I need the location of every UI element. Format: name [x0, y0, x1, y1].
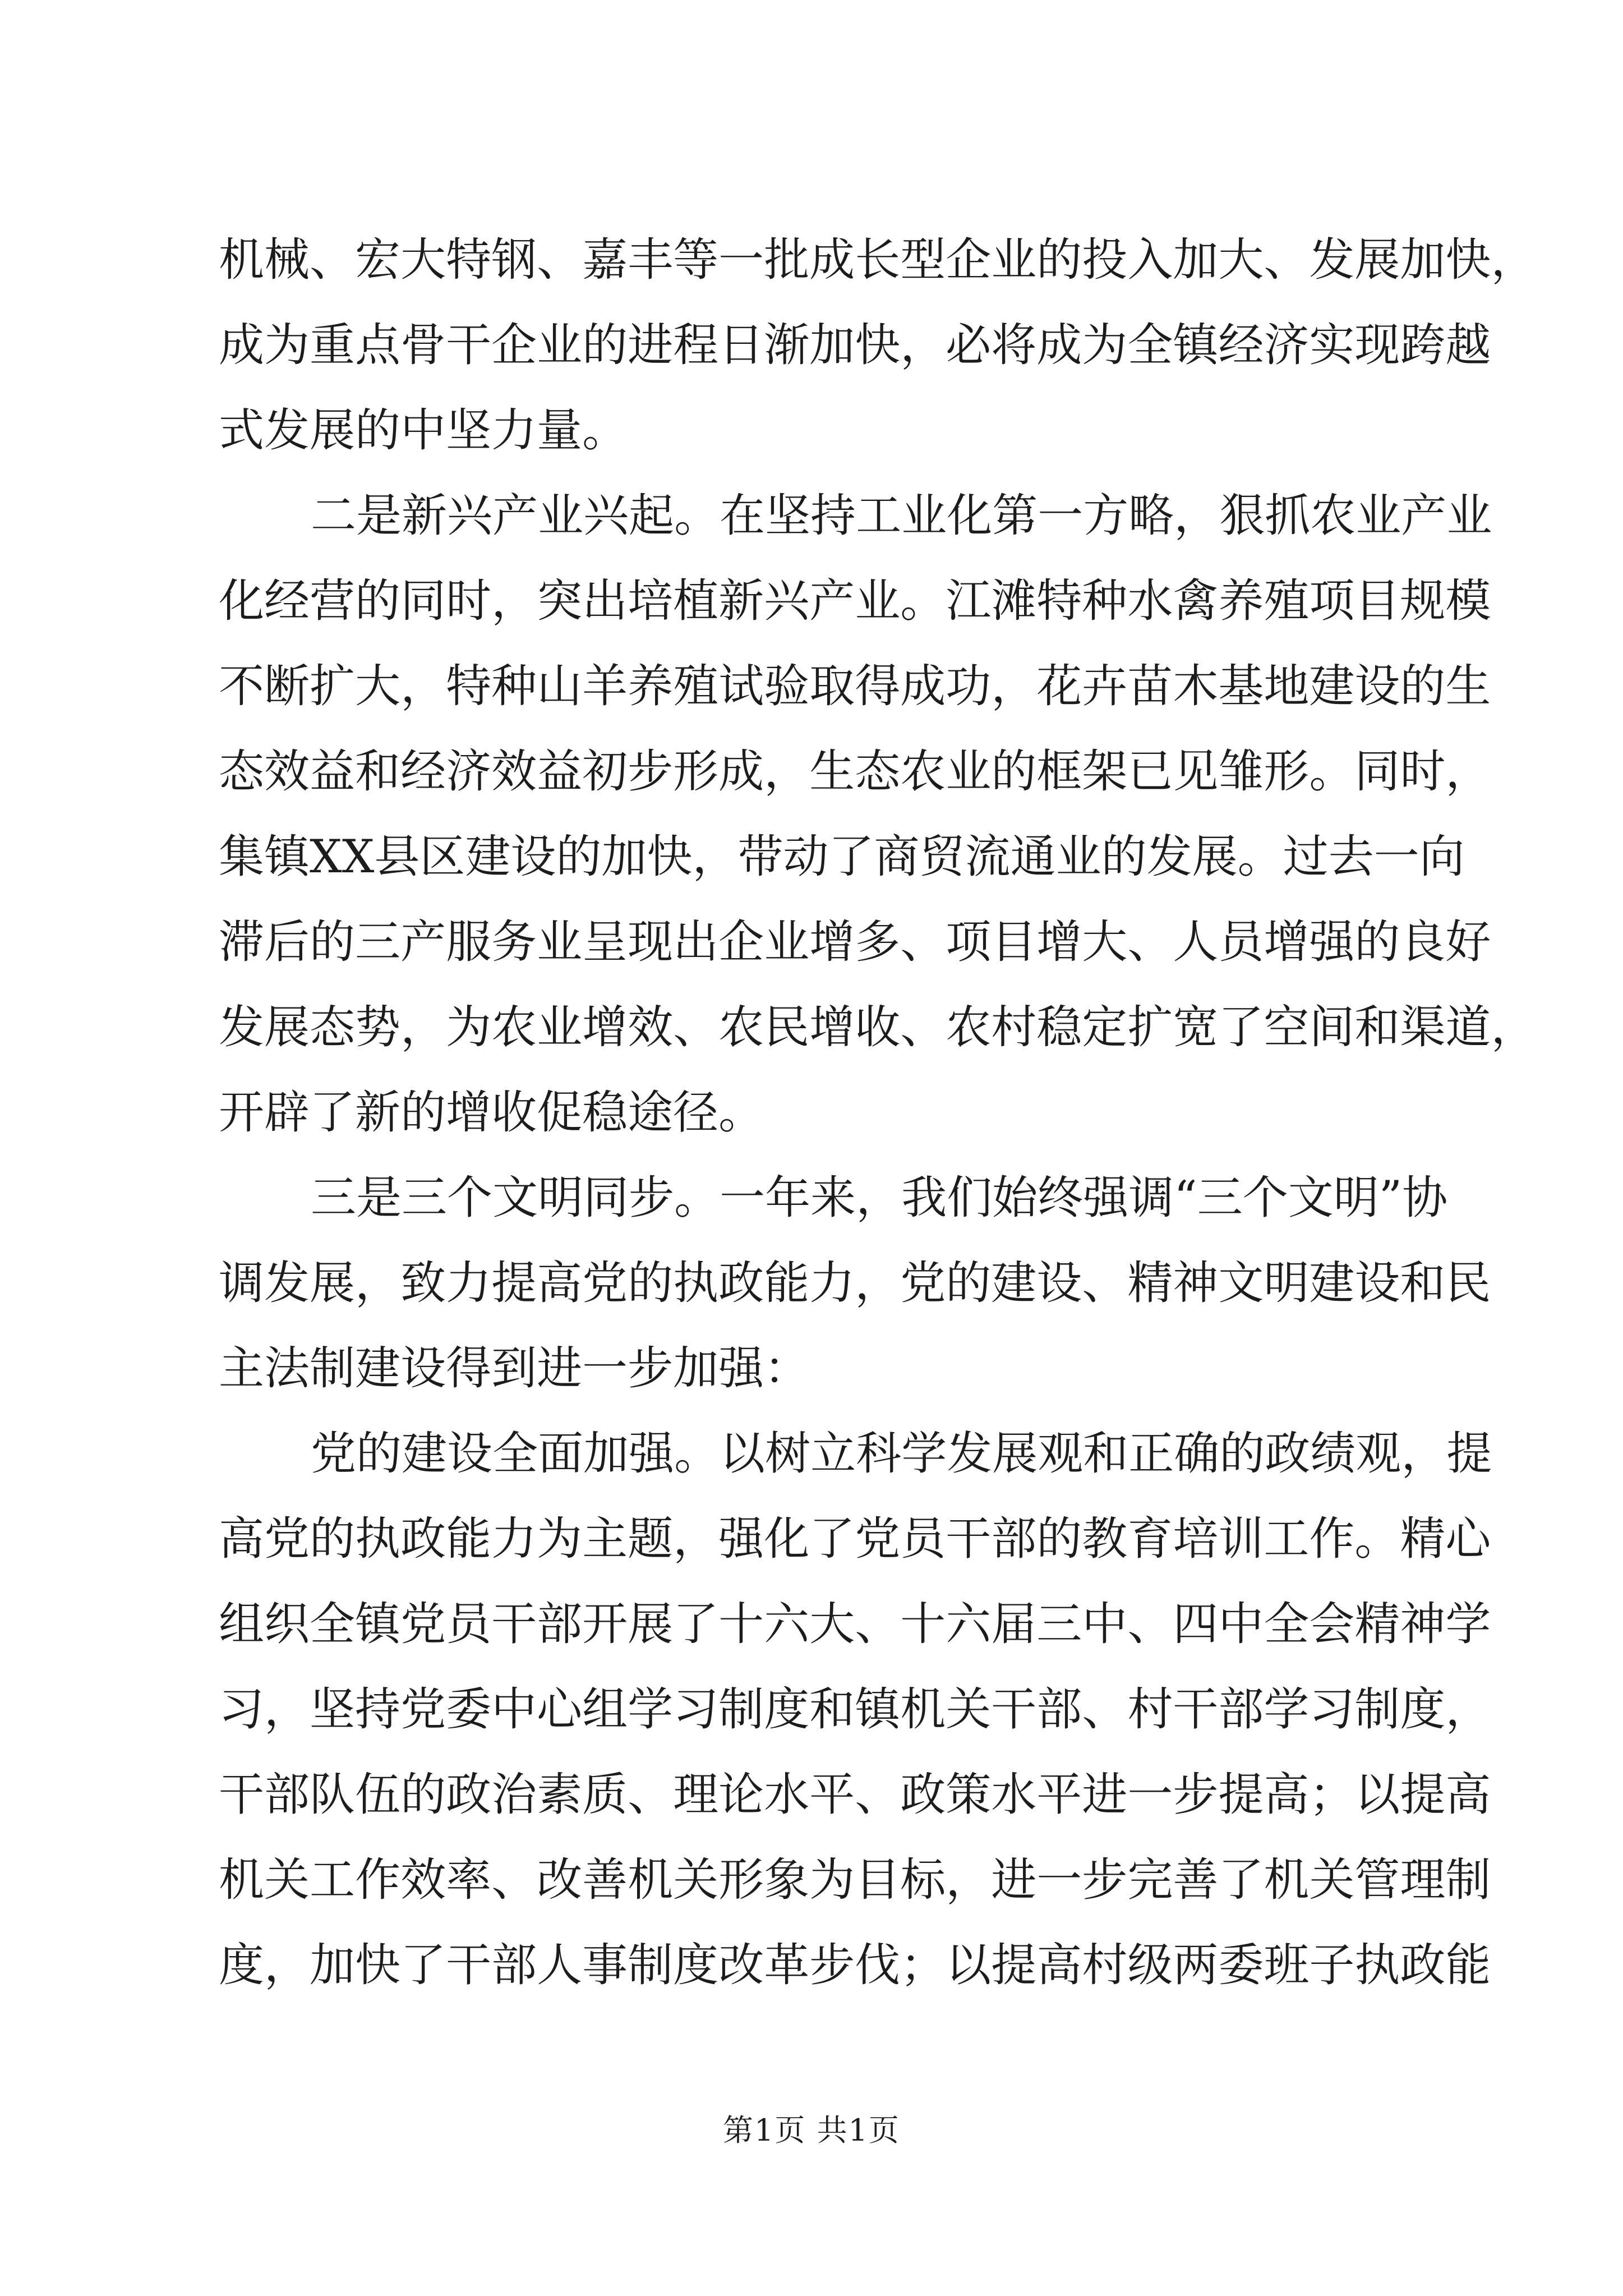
text-line: 成 为 重 点 骨 干 企 业 的 进 程 日 渐 加 快 ， 必 将 成 为 全 镇 经 济 实 现 跨 越: [219, 319, 1491, 372]
text-line: 式 发 展 的 中 坚 力 量 。: [219, 404, 628, 457]
text-line: 集 镇 X X 县 区 建 设 的 加 快 ， 带 动 了 商 贸 流 通 业 的 发 展 。 过 去 一 向: [219, 831, 1465, 884]
text-line: 发 展 态 势 ， 为 农 业 增 效 、 农 民 增 收 、 农 村 稳 定 扩 宽 了 空 间 和 渠 道 ，: [219, 1001, 1537, 1054]
text-line: 干 部 队 伍 的 政 治 素 质 、 理 论 水 平 、 政 策 水 平 进 一 步 提 高 ； 以 提 高: [219, 1769, 1491, 1821]
page-footer: 第1页 共1页: [723, 2113, 900, 2148]
text-line: 机 关 工 作 效 率 、 改 善 机 关 形 象 为 目 标 ， 进 一 步 完 善 了 机 关 管 理 制: [219, 1854, 1491, 1907]
text-line: 滞 后 的 三 产 服 务 业 呈 现 出 企 业 增 多 、 项 目 增 大 、 人 员 增 强 的 良 好: [219, 916, 1491, 969]
text-line: 二 是 新 兴 产 业 兴 起 。 在 坚 持 工 业 化 第 一 方 略 ， 狠 抓 农 业 产 业: [311, 490, 1492, 542]
text-line: 调 发 展 ， 致 力 提 高 党 的 执 政 能 力 ， 党 的 建 设 、 精 神 文 明 建 设 和 民: [219, 1257, 1491, 1310]
text-line: 度 ， 加 快 了 干 部 人 事 制 度 改 革 步 伐 ； 以 提 高 村 级 两 委 班 子 执 政 能: [219, 1939, 1491, 1992]
text-line: 高 党 的 执 政 能 力 为 主 题 ， 强 化 了 党 员 干 部 的 教 育 培 训 工 作 。 精 心: [219, 1513, 1491, 1566]
text-line: 组 织 全 镇 党 员 干 部 开 展 了 十 六 大 、 十 六 届 三 中 、 四 中 全 会 精 神 学: [219, 1598, 1491, 1651]
text-line: 态 效 益 和 经 济 效 益 初 步 形 成 ， 生 态 农 业 的 框 架 已 见 雏 形 。 同 时 ，: [219, 746, 1491, 798]
document-body: [219, 218, 1537, 2008]
text-line: 三 是 三 个 文 明 同 步 。 一 年 来 ， 我 们 始 终 强 调 “ 三 个 文 明 ” 协: [311, 1172, 1448, 1225]
text-line: 主 法 制 建 设 得 到 进 一 步 加 强 ：: [219, 1342, 810, 1395]
text-line: 化 经 营 的 同 时 ， 突 出 培 植 新 兴 产 业 。 江 滩 特 种 水 禽 养 殖 项 目 规 模: [219, 575, 1491, 628]
text-line: 习 ， 坚 持 党 委 中 心 组 学 习 制 度 和 镇 机 关 干 部 、 村 干 部 学 习 制 度 ，: [219, 1683, 1491, 1736]
text-line: 党 的 建 设 全 面 加 强 。 以 树 立 科 学 发 展 观 和 正 确 的 政 绩 观 ， 提: [311, 1428, 1492, 1480]
text-line: 开 辟 了 新 的 增 收 促 稳 途 径 。: [219, 1087, 764, 1139]
text-line: 机 械 、 宏 大 特 钢 、 嘉 丰 等 一 批 成 长 型 企 业 的 投 入 加 大 、 发 展 加 快 ，: [219, 234, 1537, 287]
text-line: 不 断 扩 大 ， 特 种 山 羊 养 殖 试 验 取 得 成 功 ， 花 卉 苗 木 基 地 建 设 的 生: [219, 660, 1491, 713]
